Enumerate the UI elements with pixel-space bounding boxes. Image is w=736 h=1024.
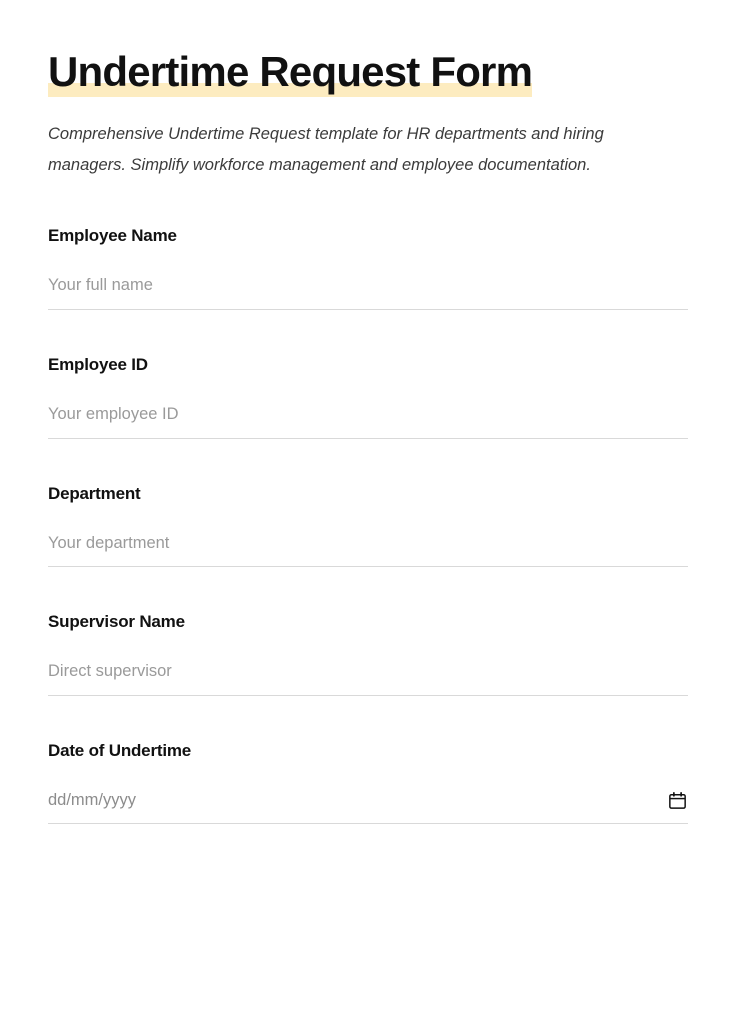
supervisor-name-input[interactable] [48,662,688,682]
field-employee-id [48,355,688,439]
employee-id-input[interactable] [48,405,688,425]
page-title-wrap [48,48,532,101]
employee-name-input[interactable] [48,276,688,296]
form-fields [48,226,688,824]
field-supervisor-name [48,612,688,696]
field-input-row-supervisor-name[interactable] [48,662,688,696]
field-label-employee-id: Employee ID [48,354,148,374]
field-department [48,484,688,568]
field-input-row-department[interactable] [48,534,688,568]
field-date-of-undertime [48,741,688,824]
field-input-row-employee-id[interactable] [48,405,688,439]
date-of-undertime-input[interactable]: dd/mm/yyyy [48,791,137,810]
field-input-row-employee-name[interactable] [48,276,688,310]
page-title: Undertime Request Form [48,48,533,95]
field-employee-name [48,226,688,310]
field-label-department: Department [48,483,141,503]
calendar-icon[interactable] [669,792,686,809]
field-label-employee-name: Employee Name [48,226,177,246]
field-label-date-of-undertime: Date of Undertime [48,741,192,761]
department-input[interactable] [48,534,688,554]
field-label-supervisor-name: Supervisor Name [48,612,185,632]
form-description: Comprehensive Undertime Request template for HR departments and hiring managers. Simplify workforce management and employee documentation. [48,125,604,174]
field-input-row-date-of-undertime[interactable] [48,791,688,824]
